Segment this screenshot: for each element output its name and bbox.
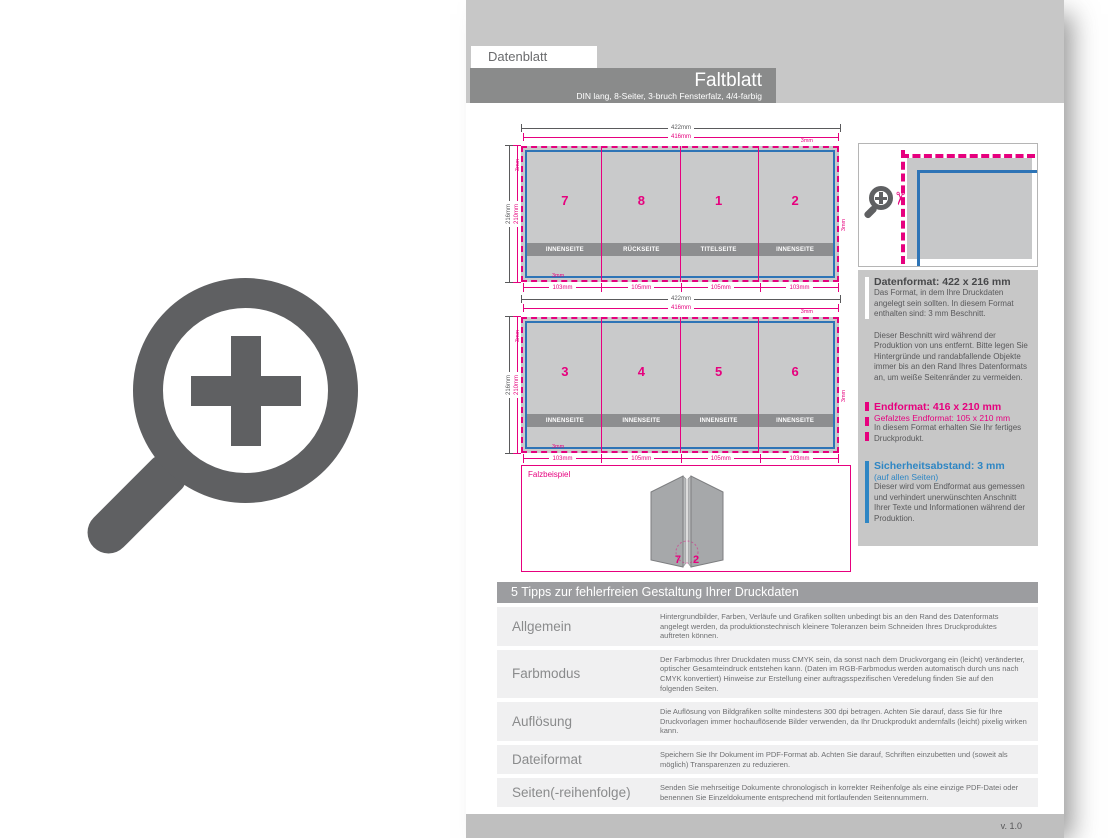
- fold-line: [680, 146, 681, 282]
- tips-row-label: Seiten(-reihenfolge): [512, 785, 631, 801]
- bleed-mark: 3mm: [515, 158, 522, 172]
- diagram-outside: [504, 120, 849, 295]
- bleed-area: [521, 146, 839, 282]
- measure-width-trim: 416mm: [523, 304, 839, 312]
- trim-corner-line: [917, 170, 1038, 267]
- panel-1: 1: [715, 192, 723, 208]
- panel-width-measures: 103mm 105mm 105mm 103mm: [523, 454, 839, 463]
- tips-row-dateiformat: [497, 745, 1038, 774]
- bleed-area: [521, 317, 839, 453]
- bleed-mark: 3mm: [552, 273, 565, 279]
- tips-row-text: Speichern Sie Ihr Dokument im PDF-Format ab. Achten Sie darauf, Schriften einzubetten und (soweit als möglich) Transparenzen zu reduzieren.: [660, 749, 1008, 769]
- panel-2: 2: [791, 192, 799, 208]
- measure-height-total: 216mm: [505, 316, 513, 454]
- fold-line: [758, 317, 759, 453]
- panel-5: 5: [715, 363, 723, 379]
- measure-height-total: 216mm: [505, 145, 513, 283]
- tips-table: [497, 607, 1038, 811]
- datenformat-title: Datenformat: 422 x 216 mm: [874, 276, 1011, 288]
- sicherheitsabstand-title: Sicherheitsabstand: 3 mm: [874, 460, 1005, 472]
- magnifier-plus-icon: [867, 186, 899, 220]
- tips-row-text: Senden Sie mehrseitige Dokumente chronologisch in korrekter Reihenfolge als eine einzige PDF-Datei oder benennen Sie Einzeldokumente entsprechend mit fortlaufenden Seitennummern.: [660, 783, 1019, 802]
- title-band: [470, 68, 776, 103]
- info-column: [858, 270, 1038, 546]
- beschnitt-paragraph: Dieser Beschnitt wird während der Produktion von uns entfernt. Bitte legen Sie Hintergründe und randabfallende Objekte immer bis an den Rand Ihres Datenformats an, um weiße Seitenränder zu vermeiden.: [874, 330, 1028, 382]
- sicherheitsabstand-subtitle: (auf allen Seiten): [874, 472, 939, 482]
- fold-example-page-right: 2: [693, 554, 700, 566]
- fold-example-box: [521, 465, 851, 572]
- cut-line-vertical: [901, 150, 905, 264]
- tips-row-text: Der Farbmodus Ihrer Druckdaten muss CMYK sein, da sonst nach dem Druckvorgang ein (leicht) veränderter, optischer Gesamteindruck entstehen kann. (Daten im RGB-Farbmodus werden automatisch durch uns nach CMYK konvertiert) Hinweise zur Erstellung einer auftragsspezifischen Veredelung finden Sie auf den folgenden Seiten.: [660, 654, 1025, 693]
- bleed-mark: 3mm: [515, 329, 522, 343]
- bleed-mark: 3mm: [840, 218, 847, 232]
- measure-width-total: 422mm: [521, 124, 841, 132]
- endformat-title: Endformat: 416 x 210 mm: [874, 401, 1002, 413]
- panel-8: 8: [637, 192, 645, 208]
- sicherheitsabstand-body: Dieser wird vom Endformat aus gemessen und verhindert unerwünschten Anschnitt Ihrer Texte und Informationen während der Produktion.: [874, 482, 1026, 523]
- bleed-mark: 3mm: [552, 444, 565, 450]
- bleed-mark: 3mm: [800, 138, 813, 144]
- datenformat-block: [874, 276, 1028, 320]
- fold-line: [680, 317, 681, 453]
- bleed-mark: 3mm: [840, 389, 847, 403]
- fold-example-label: Falzbeispiel: [528, 470, 571, 479]
- panel-7: 7: [561, 192, 569, 208]
- diagram-inside: [504, 291, 849, 466]
- datasheet-page: [466, 0, 1064, 838]
- tips-row-label: Dateiformat: [512, 752, 582, 768]
- page-subtitle: DIN lang, 8-Seiter, 3-bruch Fensterfalz, 4/4-farbig: [576, 90, 762, 101]
- tips-row-farbmodus: [497, 650, 1038, 698]
- panel-width-measures: 103mm 105mm 105mm 103mm: [523, 283, 839, 292]
- tips-row-seitenreihenfolge: [497, 778, 1038, 807]
- panel-4: 4: [637, 363, 645, 379]
- cut-line-horizontal: [901, 154, 1035, 158]
- endformat-block: [874, 401, 1028, 444]
- tips-row-label: Auflösung: [512, 714, 573, 730]
- tips-row-allgemein: [497, 607, 1038, 646]
- endformat-subtitle: Gefalztes Endformat: 105 x 210 mm: [874, 413, 1011, 423]
- page-name-strip: INNENSEITE INNENSEITE INNENSEITE INNENSEITE: [527, 414, 833, 427]
- fold-line: [601, 146, 602, 282]
- fold-line: [758, 146, 759, 282]
- page-title: Faltblatt: [694, 69, 762, 91]
- sicherheitsabstand-block: [874, 460, 1028, 524]
- tips-row-label: Farbmodus: [512, 666, 581, 682]
- panel-3: 3: [561, 363, 569, 379]
- datenformat-body: Das Format, in dem Ihre Druckdaten angelegt sein sollten. In diesem Format enthalten sind: 3 mm Beschnitt.: [874, 288, 1014, 318]
- tips-row-text: Hintergrundbilder, Farben, Verläufe und Grafiken sollten unbedingt bis an den Rand des Datenformats angelegt werden, da produktionstechnisch kleinere Toleranzen beim Schneiden Ihres Druckproduktes auftreten können.: [660, 612, 999, 641]
- datenblatt-tab: Datenblatt: [471, 46, 597, 68]
- measure-width-trim: 416mm: [523, 133, 839, 141]
- tips-row-aufloesung: [497, 702, 1038, 741]
- folded-leaflet-illustration: [637, 470, 737, 570]
- version-footer: v. 1.0: [466, 814, 1064, 838]
- measure-height-trim: 210mm: [513, 316, 521, 454]
- plus-icon: [231, 336, 261, 446]
- tips-row-text: Die Auflösung von Bildgrafiken sollte mindestens 300 dpi betragen. Achten Sie darauf, dass Sie für Ihre Druckvorlagen immer hochauflösende Bilder verwenden, da Ihr Druckprodukt andernfalls (leicht) pixelig wirken kann.: [660, 707, 1027, 736]
- fold-line: [601, 317, 602, 453]
- measure-height-trim: 210mm: [513, 145, 521, 283]
- panel-6: 6: [791, 363, 799, 379]
- measure-width-total: 422mm: [521, 295, 841, 303]
- fold-example-page-left: 7: [674, 554, 681, 566]
- endformat-body: In diesem Format erhalten Sie Ihr fertiges Druckprodukt.: [874, 423, 1022, 443]
- tips-row-label: Allgemein: [512, 618, 572, 634]
- tips-title: 5 Tipps zur fehlerfreien Gestaltung Ihrer Druckdaten: [497, 582, 1038, 603]
- magnifier-plus-icon: [133, 278, 358, 503]
- page-name-strip: INNENSEITE RÜCKSEITE TITELSEITE INNENSEITE: [527, 243, 833, 256]
- bleed-mark: 3mm: [800, 309, 813, 315]
- scissors-icon: ✂: [889, 190, 911, 207]
- bleed-zoom-box: [858, 143, 1038, 267]
